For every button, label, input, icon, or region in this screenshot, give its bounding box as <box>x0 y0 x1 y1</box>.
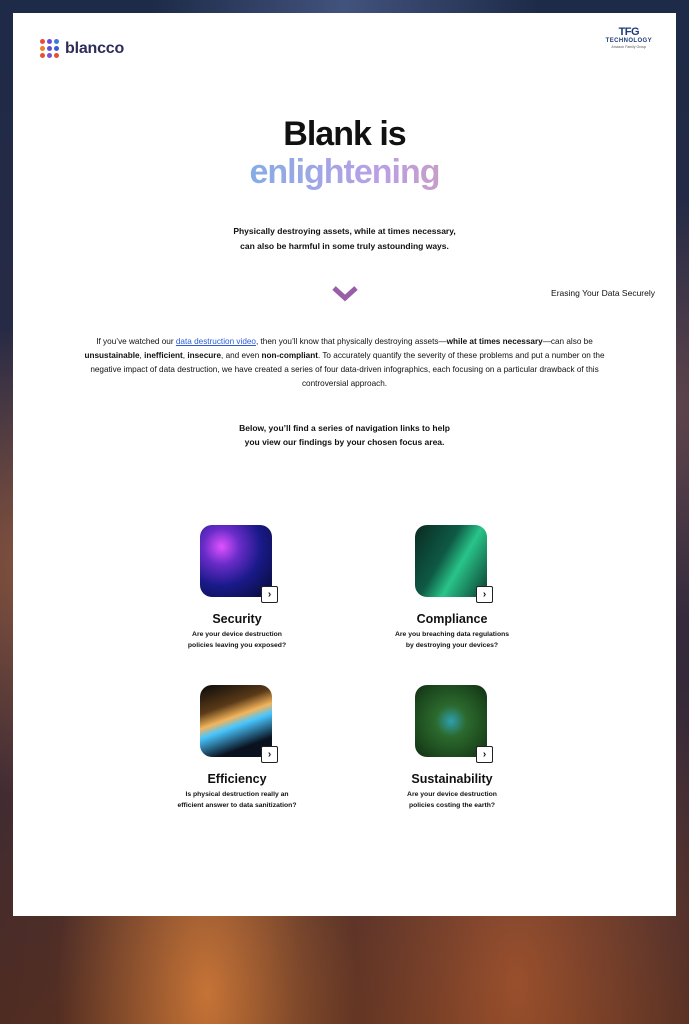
data-destruction-video-link[interactable]: data destruction video <box>175 337 256 346</box>
tile-desc <box>342 789 562 811</box>
body-text-2: , then you’ll know that physically destroying assets— <box>255 337 447 346</box>
brand-name: blancco <box>65 39 125 57</box>
tile-security-thumb[interactable] <box>200 525 274 599</box>
content-card <box>13 13 676 916</box>
tfg-sub: TECHNOLOGY <box>605 38 652 44</box>
tile-compliance-thumb[interactable] <box>415 525 489 599</box>
nav-intro-line-2: you view our findings by your chosen focus area. <box>244 437 445 447</box>
tfg-mark: TFG <box>618 26 640 38</box>
body-text-1: If you’ve watched our <box>96 337 176 346</box>
tile-sustainability[interactable] <box>342 685 562 811</box>
tile-security[interactable] <box>127 525 347 651</box>
tfg-logo <box>606 26 652 49</box>
tile-compliance[interactable] <box>342 525 562 651</box>
tile-desc <box>127 789 347 811</box>
hero-title: Blank is <box>283 115 406 153</box>
chevron-right-icon[interactable]: › <box>261 586 278 603</box>
body-bold-1: while at times necessary <box>446 337 543 346</box>
chevron-right-icon[interactable]: › <box>476 586 493 603</box>
tfg-tagline: Amazon Family Group <box>611 45 647 49</box>
blancco-logo[interactable] <box>40 39 124 58</box>
tile-desc-line: Is physical destruction really an <box>185 791 289 798</box>
tile-desc-line: by destroying your devices? <box>405 642 499 649</box>
chevron-down-icon[interactable] <box>331 285 359 303</box>
body-text-4: To accurately quantify the severity of these problems and put a number on the negative impact of data destruction, we have created a series of four data-driven infographics, each focusing on a particular drawback of this controversial approach. <box>90 351 605 388</box>
nav-intro-line-1: Below, you’ll find a series of navigation links to help <box>239 423 450 433</box>
tile-title[interactable]: Compliance <box>416 612 488 626</box>
tile-title[interactable]: Efficiency <box>207 772 267 786</box>
tile-desc-line: Are your device destruction <box>192 631 282 638</box>
body-bold-unsustainable: unsustainable <box>84 351 140 360</box>
body-bold-insecure: insecure <box>187 351 222 360</box>
intro-line-2: can also be harmful in some truly astounding ways. <box>240 241 449 251</box>
tile-desc-line: Are your device destruction <box>407 791 497 798</box>
nav-intro <box>13 421 676 449</box>
tile-desc-line: policies costing the earth? <box>408 802 496 809</box>
tile-title[interactable]: Security <box>212 612 262 626</box>
tile-desc-line: policies leaving you exposed? <box>187 642 287 649</box>
tile-efficiency[interactable] <box>127 685 347 811</box>
tile-desc-line: efficient answer to data sanitization? <box>177 802 297 809</box>
chevron-right-icon[interactable]: › <box>476 746 493 763</box>
chevron-right-icon[interactable]: › <box>261 746 278 763</box>
tile-efficiency-thumb[interactable] <box>200 685 274 759</box>
body-bold-inefficient: inefficient <box>144 351 183 360</box>
body-bold-noncompliant: non-compliant <box>261 351 318 360</box>
body-text-3: —can also be <box>542 337 593 346</box>
tile-desc <box>127 629 347 651</box>
hero-accent: enlightening <box>13 153 676 192</box>
body-paragraph: If you’ve watched our data destruction video, then you’ll know that physically destroying assets—while at times necessary—can also be unsustainable, inefficient, insecure, and even non-compliant. To accurately quantify the severity of these problems and put a number on the negative impact of data destruction, we have created a series of four data-driven infographics, each focusing on a particular drawback of this controversial approach. <box>84 337 605 388</box>
intro-line-1: Physically destroying assets, while at times necessary, <box>233 226 456 236</box>
tile-title[interactable]: Sustainability <box>411 772 493 786</box>
blancco-dots-icon <box>40 39 59 58</box>
tile-desc-line: Are you breaching data regulations <box>394 631 510 638</box>
tile-desc <box>342 629 562 651</box>
erasing-data-link[interactable]: Erasing Your Data Securely <box>551 288 655 298</box>
hero-intro <box>13 224 676 254</box>
tile-sustainability-thumb[interactable] <box>415 685 489 759</box>
